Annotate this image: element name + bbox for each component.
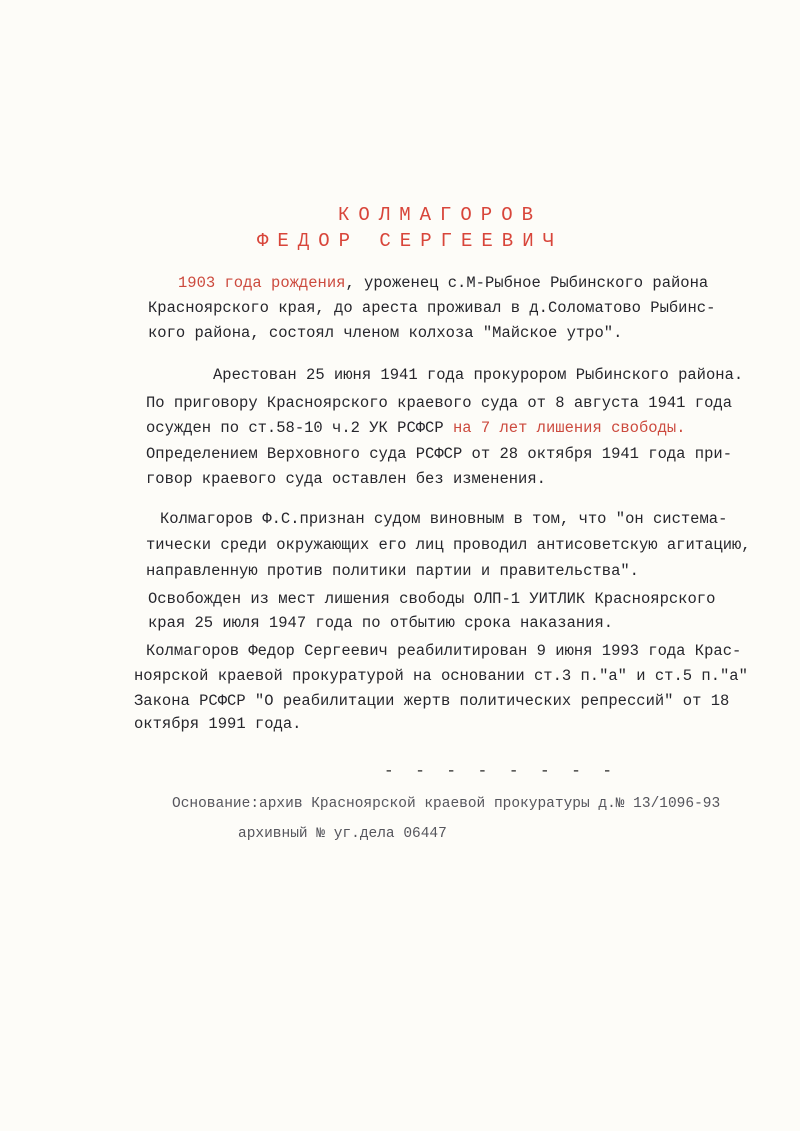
sentence-article: осужден по ст.58-10 ч.2 УК РСФСР [146,419,453,437]
para2-line5: говор краевого суда оставлен без изменения. [146,470,546,488]
para3-line3: направленную против политики партии и правительства". [146,562,639,580]
birth-year: 1903 года рождения [178,274,346,292]
para1-line1-rest: , уроженец с.М-Рыбное Рыбинского района [345,274,709,292]
para2-line2: По приговору Красноярского краевого суда от 8 августа 1941 года [146,394,732,412]
para3-line2: тически среди окружающих его лиц проводил антисоветскую агитацию, [146,536,751,554]
basis-line2: архивный № уг.дела 06447 [238,826,447,842]
para2-line1: Арестован 25 июня 1941 года прокурором Рыбинского района. [213,366,744,384]
basis-line1: Основание:архив Красноярской краевой прокуратуры д.№ 13/1096-93 [172,796,721,812]
para4-line1: Освобожден из мест лишения свободы ОЛП-1 УИТЛИК Красноярского [148,590,716,608]
para5-line1: Колмагоров Федор Сергеевич реабилитирован 9 июня 1993 года Крас- [146,642,742,660]
para5-line3: Закона РСФСР "О реабилитации жертв политических репрессий" от 18 [134,692,730,710]
para2-line3 [146,417,686,440]
sentence-term: на 7 лет лишения свободы. [452,419,686,437]
para5-line2: ноярской краевой прокуратурой на основании ст.3 п."а" и ст.5 п."а" [134,667,748,685]
para4-line2: края 25 июля 1947 года по отбытию срока наказания. [148,614,614,632]
title-name: ФЕДОР СЕРГЕЕВИЧ [256,230,564,252]
title-surname: КОЛМАГОРОВ [337,204,543,226]
para1-line1 [178,272,708,295]
para2-line4: Определением Верховного суда РСФСР от 28 октября 1941 года при- [146,445,732,463]
para1-line3: кого района, состоял членом колхоза "Майское утро". [148,324,623,342]
para1-line2: Красноярского края, до ареста проживал в д.Соломатово Рыбинс- [148,299,716,317]
para3-line1: Колмагоров Ф.С.признан судом виновным в том, что "он система- [160,510,728,528]
separator: - - - - - - - - [384,762,619,780]
para5-line4: октября 1991 года. [134,715,302,733]
